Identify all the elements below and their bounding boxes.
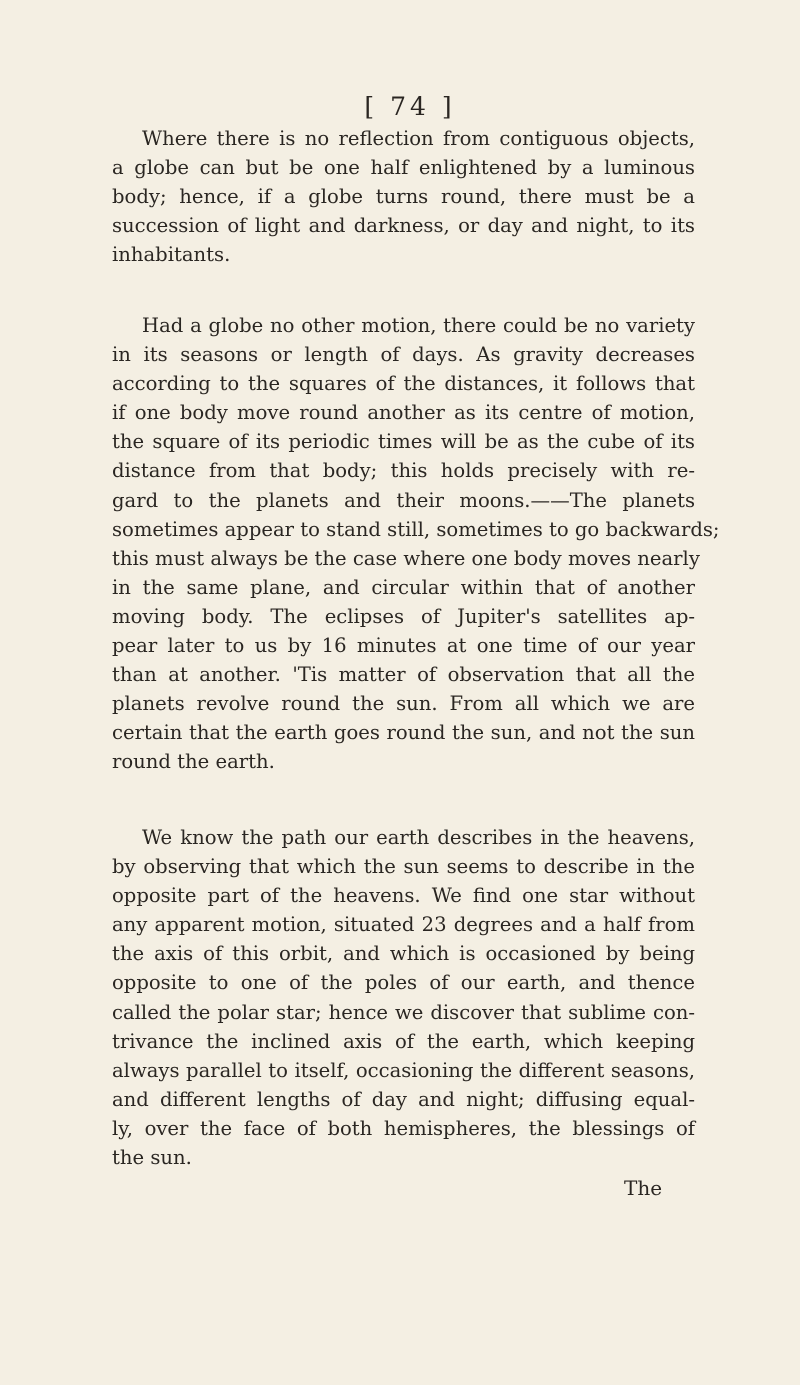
text-line: opposite part of the heavens. We find one star without (112, 884, 695, 908)
text-line: Had a globe no other motion, there could be no variety (142, 314, 695, 337)
text-line: succession of light and darkness, or day and night, to its (112, 214, 695, 238)
text-line: by observing that which the sun seems to describe in the (112, 855, 695, 879)
text-line: than at another. 'Tis matter of observation that all the (112, 663, 695, 687)
text-line: body; hence, if a globe turns round, there must be a (112, 185, 695, 209)
text-line: any apparent motion, situated 23 degrees and a half from (112, 913, 695, 937)
text-line: according to the squares of the distances, it follows that (112, 372, 695, 396)
text-line: this must always be the case where one body moves nearly (112, 546, 700, 570)
text-line: in its seasons or length of days. As gravity decreases (112, 343, 695, 367)
text-line: pear later to us by 16 minutes at one time of our year (112, 634, 695, 658)
text-line: distance from that body; this holds precisely with re- (112, 459, 695, 483)
text-line: and different lengths of day and night; diffusing equal- (112, 1087, 695, 1111)
text-line: round the earth. (112, 750, 275, 774)
text-line: always parallel to itself, occasioning the different seasons, (112, 1058, 695, 1082)
text-line: sometimes appear to stand still, sometimes to go backwards; (112, 517, 720, 541)
text-line: ly, over the face of both hemispheres, the blessings of (112, 1116, 695, 1140)
page-number: [ 74 ] (364, 92, 456, 121)
text-line: the axis of this orbit, and which is occasioned by being (112, 942, 695, 966)
text-line: if one body move round another as its centre of motion, (112, 401, 695, 425)
text-line: gard to the planets and their moons.——The planets (112, 488, 695, 512)
text-line: the sun. (112, 1146, 192, 1170)
text-line: the square of its periodic times will be as the cube of its (112, 430, 695, 454)
text-line: planets revolve round the sun. From all which we are (112, 692, 695, 716)
text-line: called the polar star; hence we discover that sublime con- (112, 1000, 695, 1024)
paragraph-3 (112, 823, 695, 1172)
text-line: moving body. The eclipses of Jupiter's satellites ap- (112, 604, 695, 628)
text-line: opposite to one of the poles of our earth, and thence (112, 971, 695, 995)
text-line: inhabitants. (112, 243, 231, 267)
text-line: We know the path our earth describes in the heavens, (142, 826, 695, 849)
catchword: The (624, 1176, 663, 1200)
text-line: trivance the inclined axis of the earth, which keeping (112, 1029, 695, 1053)
paragraph-1 (112, 124, 695, 269)
text-line: certain that the earth goes round the sun, and not the sun (112, 721, 695, 745)
text-line: a globe can but be one half enlightened by a luminous (112, 156, 695, 180)
text-line: Where there is no reflection from contiguous objects, (142, 127, 695, 150)
paragraph-2 (112, 311, 720, 777)
text-line: in the same plane, and circular within that of another (112, 575, 695, 599)
